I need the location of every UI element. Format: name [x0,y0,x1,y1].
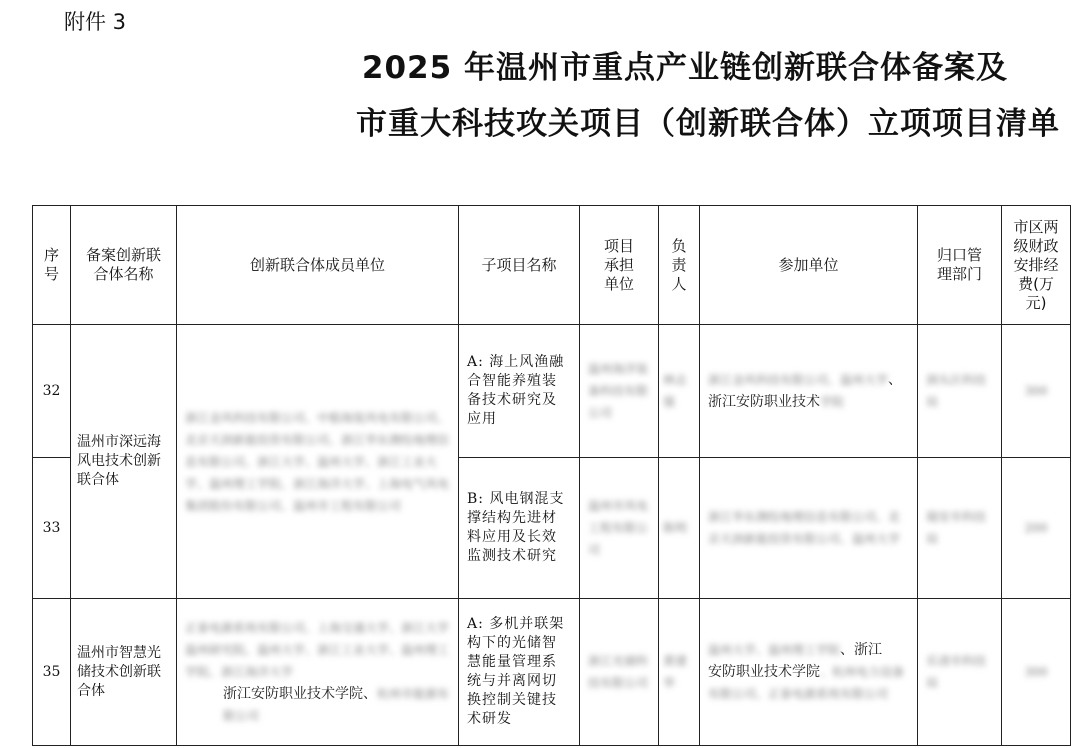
col-header-lead: 负责人 [659,206,700,325]
redacted-text: 温州大学、温州理工学院 [708,643,841,657]
dept-redacted [918,599,1002,746]
redacted-text: 温州海洋装备科技有限公司 [588,362,649,420]
redacted-text: 乐清市科技局 [926,654,987,690]
subproject-name: B: 风电钢混支撑结构先进材料应用及长效监测技术研究 [459,458,580,599]
project-list-table [32,205,1071,746]
participant-visible-text: 、浙江安防职业技术 [708,372,903,410]
redacted-text: 洞头区科技局 [926,373,987,409]
redacted-text: 黄建华 [663,654,688,690]
project-lead-redacted [659,325,700,458]
participating-units [700,599,918,746]
redacted-text: 温州市风电工程有限公司 [588,499,649,557]
row-seq: 33 [33,458,71,599]
redacted-text: 学院 [820,395,845,409]
col-header-seq: 序号 [33,206,71,325]
redacted-text: 浙江金风科技有限公司、中船海装风电有限公司、北京天润新能投资有限公司、浙江华东测绘地理信息有限公司、浙江大学、温州大学、浙江工业大学、温州理工学院、浙江海洋大学、上海电气风电集团股份有限公司、温州市工程有限公司 [185,410,450,513]
redacted-text: 浙江华东测绘地理信息有限公司、北京天润新能投资有限公司、温州大学 [708,510,901,546]
member-visible-text: 浙江安防职业技术学院、 [223,686,377,702]
document-title-line-1: 2025 年温州市重点产业链创新联合体备案及 [361,50,1008,86]
col-header-alliance: 备案创新联合体名称 [71,206,177,325]
redacted-text: 浙江金风科技有限公司、温州大学 [708,373,889,387]
redacted-text: 林志强 [663,373,688,409]
attachment-label: 附件 3 [64,10,127,34]
redacted-text: 陈明 [663,521,688,535]
project-lead-redacted [659,458,700,599]
participant-visible-text: 安防职业技术学院 [708,664,820,680]
undertaking-unit-redacted [580,325,659,458]
col-header-dept: 归口管理部门 [918,206,1002,325]
col-header-members: 创新联合体成员单位 [177,206,459,325]
redacted-text: 300 [1024,665,1048,679]
row-seq: 32 [33,325,71,458]
table-header-row [33,206,1071,325]
alliance-name: 温州市智慧光储技术创新联合体 [71,599,177,746]
funding-redacted [1002,599,1071,746]
participant-visible-text: 、浙江 [840,642,883,658]
member-units [177,599,459,746]
redacted-text: 、杭州电力设备有限公司、正泰电源系统有限公司 [708,665,905,701]
redacted-text: 正泰电源系统有限公司、上海交通大学、浙江大学温州研究院、温州大学、浙江工业大学、温州理工学院、浙江海洋大学 [185,621,450,679]
redacted-text: 200 [1024,521,1048,535]
project-lead-redacted [659,599,700,746]
undertaking-unit-redacted [580,458,659,599]
member-units-redacted [177,325,459,599]
participating-units-redacted [700,458,918,599]
dept-redacted [918,325,1002,458]
col-header-funding: 市区两级财政安排经费(万元) [1002,206,1071,325]
subproject-name: A: 多机并联架构下的光储智慧能量管理系统与并离网切换控制关键技术研发 [459,599,580,746]
participating-units [700,325,918,458]
document-title-line-2: 市重大科技攻关项目（创新联合体）立项项目清单 [356,106,1060,142]
dept-redacted [918,458,1002,599]
undertaking-unit-redacted [580,599,659,746]
redacted-text: 浙江光储科技有限公司 [588,654,649,690]
subproject-name: A: 海上风渔融合智能养殖装备技术研究及应用 [459,325,580,458]
col-header-unit: 项目承担单位 [580,206,659,325]
table-row [33,325,1071,458]
redacted-text: 杭州市能源有限公司 [223,687,450,723]
alliance-name: 温州市深远海风电技术创新联合体 [71,325,177,599]
redacted-text: 300 [1024,384,1048,398]
col-header-subproject: 子项目名称 [459,206,580,325]
funding-redacted [1002,325,1071,458]
row-seq: 35 [33,599,71,746]
redacted-text: 瑞安市科技局 [926,510,987,546]
funding-redacted [1002,458,1071,599]
table-row [33,599,1071,746]
col-header-participants: 参加单位 [700,206,918,325]
